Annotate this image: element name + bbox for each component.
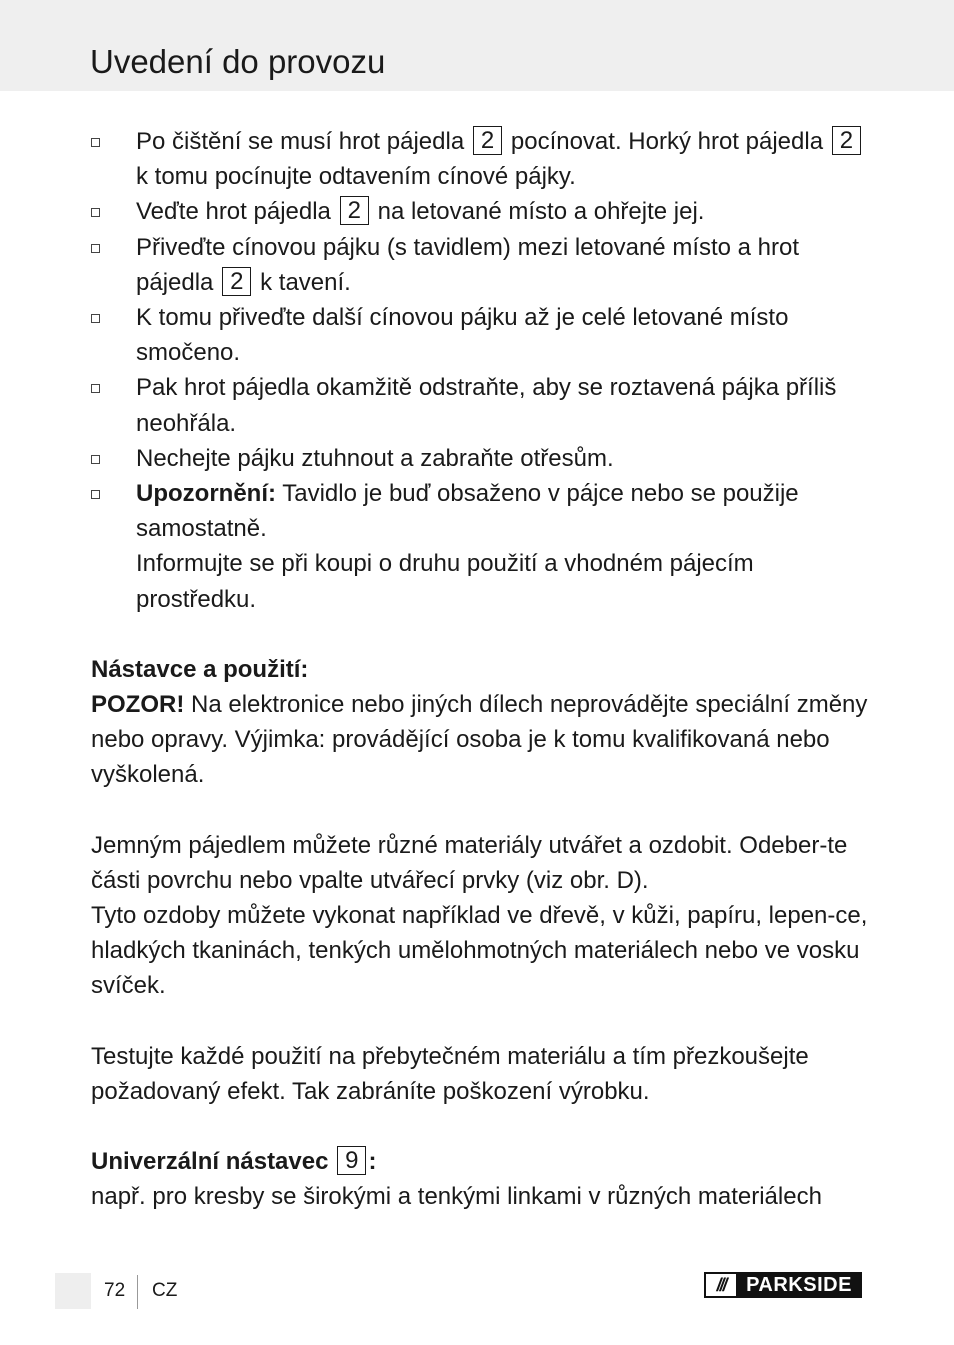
bullet-square-icon <box>91 384 100 393</box>
part-reference: 2 <box>832 126 861 155</box>
paragraph: Jemným pájedlem můžete různé materiály utvářet a ozdobit. Odeber-te části povrchu nebo vpalte utvářecí prvky (viz obr. D). <box>91 831 848 894</box>
instruction-list <box>91 124 871 546</box>
bullet-square-icon <box>91 208 100 217</box>
bullet-note: Informujte se při koupi o druhu použití a vhodném pájecím prostředku. <box>136 550 754 613</box>
bullet-square-icon <box>91 490 100 499</box>
page-title: Uvedení do provozu <box>90 43 386 80</box>
warning-label: Upozornění: <box>136 480 276 508</box>
list-item: Nechejte pájku ztuhnout a zabraňte otřesům. <box>91 441 871 476</box>
paragraph: Testujte každé použití na přebytečném materiálu a tím přezkoušejte požadovaný efekt. Tak zabráníte poškození výrobku. <box>91 1042 809 1105</box>
bullet-square-icon <box>91 138 100 147</box>
list-item: Po čištění se musí hrot pájedla 2 pocínovat. Horký hrot pájedla 2 k tomu pocínujte odtavením cínové pájky. <box>91 124 871 194</box>
paragraph: Tyto ozdoby můžete vykonat například ve dřevě, v kůži, papíru, lepen-ce, hladkých tkaninách, tenkých umělohmotných materiálech nebo ve vosku svíček. <box>91 902 868 1000</box>
section-heading: Univerzální nástavec 9 : <box>91 1147 377 1176</box>
logo-stripes-icon: /// <box>704 1272 736 1298</box>
warning-paragraph: POZOR! Na elektronice nebo jiných dílech neprovádějte speciální změny nebo opravy. Výjimka: provádějící osoba je k tomu kvalifikovaná nebo vyškolená. <box>91 691 868 789</box>
section-heading: Nástavce a použití: <box>91 655 309 683</box>
footer-divider <box>137 1275 138 1309</box>
warning-label: POZOR! <box>91 691 185 719</box>
logo-wordmark: PARKSIDE <box>736 1272 862 1298</box>
main-content <box>91 124 871 1214</box>
list-item: Přiveďte cínovou pájku (s tavidlem) mezi letované místo a hrot pájedla 2 k tavení. <box>91 230 871 300</box>
page-number: 72 <box>104 1280 126 1301</box>
bullet-square-icon <box>91 314 100 323</box>
bullet-square-icon <box>91 455 100 464</box>
paragraph: např. pro kresby se širokými a tenkými linkami v různých materiálech <box>91 1183 822 1211</box>
list-item: K tomu přiveďte další cínovou pájku až je celé letované místo smočeno. <box>91 300 871 370</box>
list-item: Upozornění: Tavidlo je buď obsaženo v pájce nebo se použije samostatně. <box>91 476 871 546</box>
part-reference: 2 <box>340 196 369 225</box>
parkside-logo <box>704 1272 862 1298</box>
footer-tab-marker <box>55 1273 91 1309</box>
language-code: CZ <box>152 1280 178 1301</box>
part-reference: 9 <box>337 1146 366 1175</box>
bullet-square-icon <box>91 244 100 253</box>
list-item: Pak hrot pájedla okamžitě odstraňte, aby se roztavená pájka příliš neohřála. <box>91 370 871 440</box>
part-reference: 2 <box>222 267 251 296</box>
list-item: Veďte hrot pájedla 2 na letované místo a ohřejte jej. <box>91 194 871 229</box>
page-header <box>0 0 954 91</box>
part-reference: 2 <box>473 126 502 155</box>
